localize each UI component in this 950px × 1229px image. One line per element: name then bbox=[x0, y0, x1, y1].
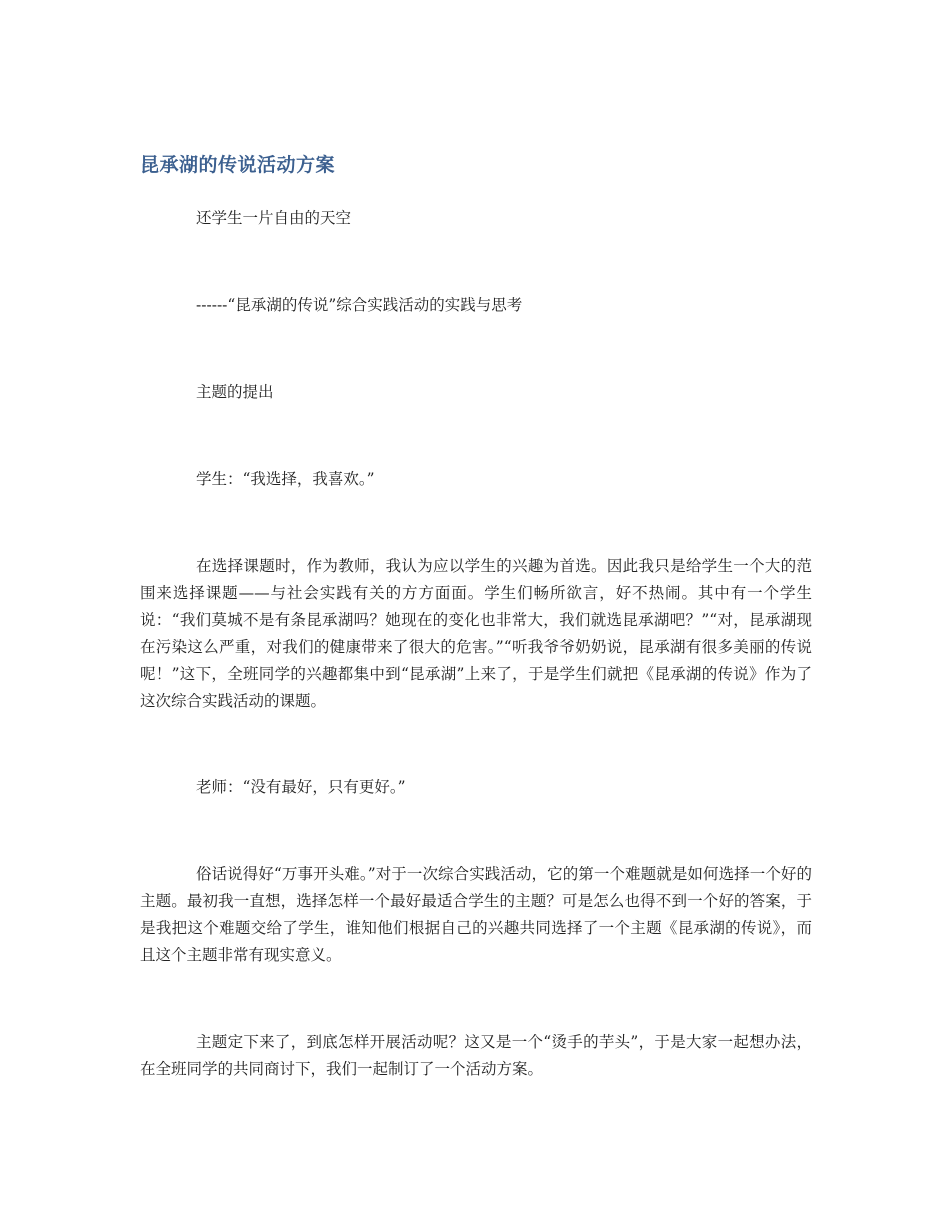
sub-heading: ------“昆承湖的传说”综合实践活动的实践与思考 bbox=[196, 296, 523, 314]
teacher-quote: 老师：“没有最好，只有更好。” bbox=[196, 778, 406, 796]
section-heading: 主题的提出 bbox=[196, 383, 274, 401]
body-paragraph-1: 在选择课题时，作为教师，我认为应以学生的兴趣为首选。因此我只是给学生一个大的范围来选择课题——与社会实践有关的方方面面。学生们畅所欲言，好不热闹。其中有一个学生说：“我们莫城不是有条昆承湖吗？她现在的变化也非常大，我们就选昆承湖吧？”“对，昆承湖现在污染这么严重，对我们的健康带来了很大的危害。”“听我爷爷奶奶说，昆承湖有很多美丽的传说呢！”这下，全班同学的兴趣都集中到“昆承湖”上来了，于是学生们就把《昆承湖的传说》作为了这次综合实践活动的课题。 bbox=[140, 557, 812, 710]
document-title: 昆承湖的传说活动方案 bbox=[140, 154, 336, 176]
body-paragraph-3: 主题定下来了，到底怎样开展活动呢？这又是一个“烫手的芋头”，于是大家一起想办法，在全班同学的共同商讨下，我们一起制订了一个活动方案。 bbox=[140, 1033, 812, 1078]
body-paragraph-2: 俗话说得好“万事开头难。”对于一次综合实践活动，它的第一个难题就是如何选择一个好的主题。最初我一直想，选择怎样一个最好最适合学生的主题？可是怎么也得不到一个好的答案，于是我把这个难题交给了学生，谁知他们根据自己的兴趣共同选择了一个主题《昆承湖的传说》，而且这个主题非常有现实意义。 bbox=[140, 865, 812, 964]
student-quote: 学生：“我选择，我喜欢。” bbox=[196, 470, 375, 488]
subtitle: 还学生一片自由的天空 bbox=[196, 209, 352, 227]
